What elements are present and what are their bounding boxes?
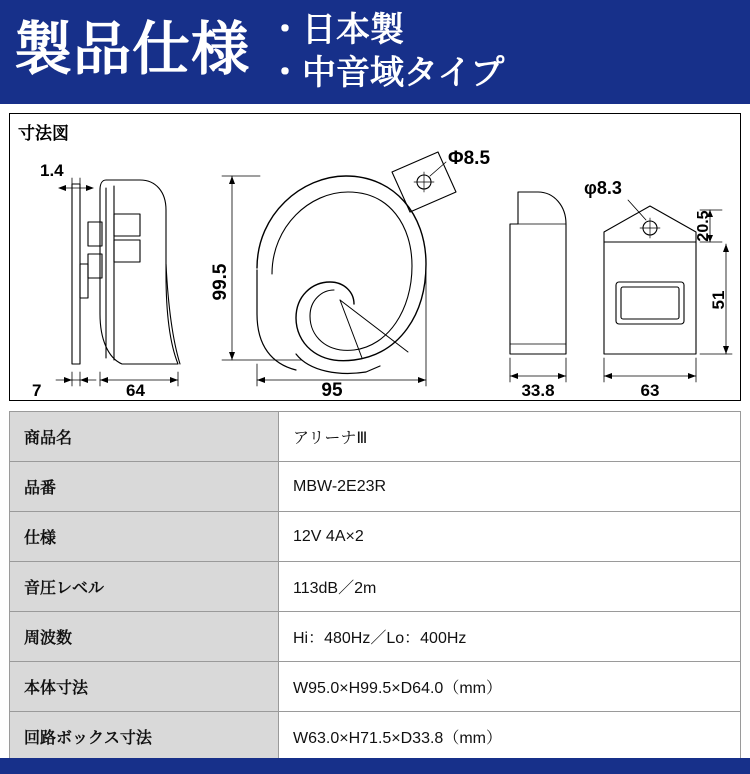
page-header [0, 0, 750, 104]
header-bullet-list [268, 10, 504, 94]
spec-value-frequency: Hi：480Hz／Lo：400Hz [279, 612, 741, 662]
spec-label-circuit-box-dimensions: 回路ボックス寸法 [10, 712, 279, 762]
table-row [10, 512, 741, 562]
spec-value-body-dimensions: W95.0×H99.5×D64.0（mm） [279, 662, 741, 712]
table-row [10, 662, 741, 712]
page-title: 製品仕様 [14, 17, 251, 82]
specification-table [9, 411, 741, 762]
svg-text:Φ8.5: Φ8.5 [448, 148, 491, 169]
svg-text:95: 95 [321, 380, 343, 400]
table-row [10, 562, 741, 612]
table-row [10, 612, 741, 662]
header-bullet-1: ・日本製 [268, 11, 405, 50]
spec-label-body-dimensions: 本体寸法 [10, 662, 279, 712]
svg-text:33.8: 33.8 [521, 381, 555, 400]
table-row [10, 412, 741, 462]
svg-text:φ8.3: φ8.3 [584, 178, 622, 198]
header-bullet-2: ・中音域タイプ [268, 54, 505, 92]
dimension-drawing-svg [10, 114, 740, 400]
spec-value-specification: 12V 4A×2 [279, 512, 741, 562]
table-row [10, 712, 741, 762]
spec-label-frequency: 周波数 [10, 612, 279, 662]
spec-label-sound-pressure: 音圧レベル [10, 562, 279, 612]
svg-text:99.5: 99.5 [210, 263, 231, 301]
spec-value-sound-pressure: 113dB／2m [279, 562, 741, 612]
spec-label-model-number: 品番 [10, 462, 279, 512]
svg-text:1.4: 1.4 [40, 161, 64, 180]
spec-value-model-number: MBW-2E23R [279, 462, 741, 512]
drawing-panel-label: 寸法図 [18, 124, 69, 143]
svg-text:7: 7 [32, 381, 42, 400]
svg-text:63: 63 [640, 381, 660, 400]
spec-label-product-name: 商品名 [10, 412, 279, 462]
spec-value-product-name: アリーナⅢ [279, 412, 741, 462]
table-row [10, 462, 741, 512]
svg-text:51: 51 [709, 290, 728, 310]
spec-value-circuit-box-dimensions: W63.0×H71.5×D33.8（mm） [279, 712, 741, 762]
spec-label-specification: 仕様 [10, 512, 279, 562]
dimension-drawing-panel [9, 113, 741, 401]
svg-text:20.5: 20.5 [695, 210, 712, 242]
svg-text:64: 64 [126, 381, 145, 400]
footer-bar [0, 758, 750, 774]
